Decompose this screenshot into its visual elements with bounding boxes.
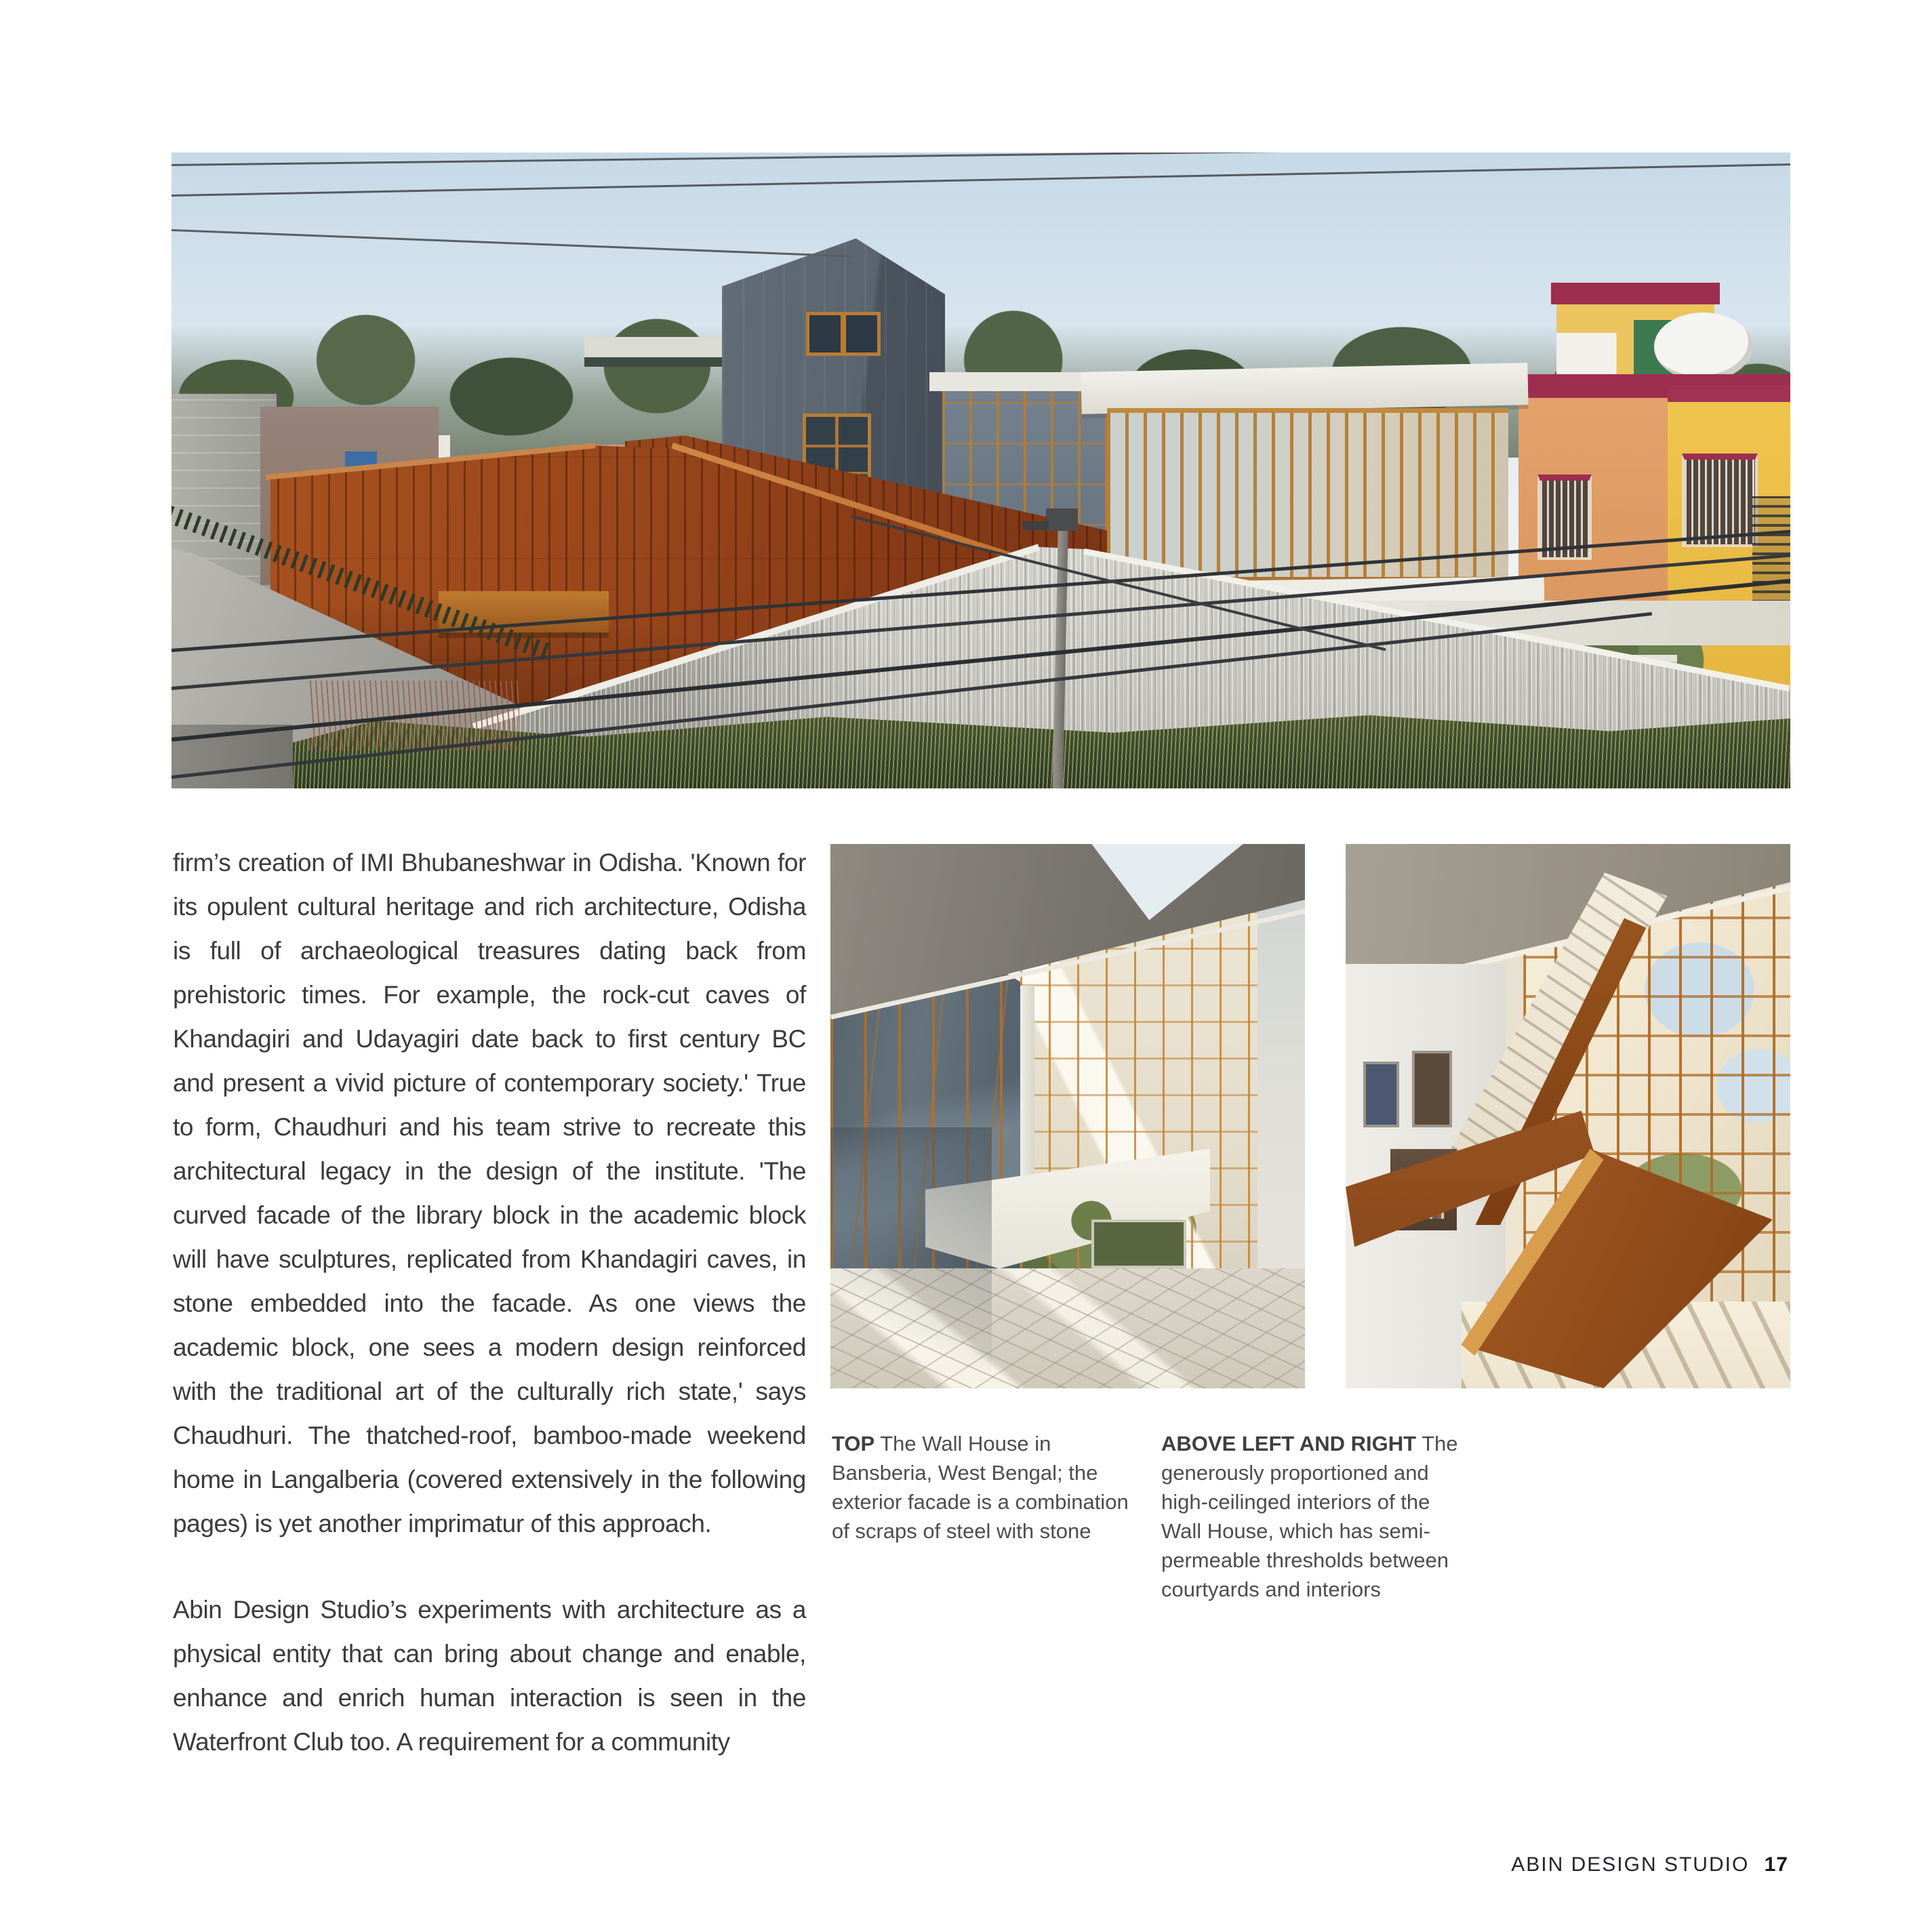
caption-label: ABOVE LEFT AND RIGHT <box>1161 1432 1417 1455</box>
caption-text: The generously proportioned and high-ceilinged interiors of the Wall House, which has semi-permeable thresholds between courtyards and interiors <box>1161 1432 1458 1601</box>
article-paragraph-2: Abin Design Studio’s experiments with architecture as a physical entity that can bring about change and enable, enhance and enrich human interaction is seen in the Waterfront Club too. A requirement for a community <box>173 1596 806 1756</box>
article-text <box>173 841 806 1764</box>
footer-studio-name: ABIN DESIGN STUDIO <box>1511 1853 1750 1876</box>
page-number: 17 <box>1764 1853 1788 1876</box>
article-paragraph-1: firm’s creation of IMI Bhubaneshwar in Odisha. 'Known for its opulent cultural heritage and rich architecture, Odisha is full of archaeological treasures dating back from prehistoric times. For example, the rock-cut caves of Khandagiri and Udayagiri date back to first century BC and present a vivid picture of contemporary society.' True to form, Chaudhuri and his team strive to recreate this architectural legacy in the design of the institute. 'The curved facade of the library block in the academic block will have sculptures, replicated from Khandagiri caves, in stone embedded into the facade. As one views the academic block, one sees a modern design reinforced with the traditional art of the culturally rich state,' says Chaudhuri. The thatched-roof, bamboo-made weekend home in Langalberia (covered extensively in the following pages) is yet another imprimatur of this approach. <box>173 849 806 1537</box>
caption-above-photos <box>1161 1429 1470 1604</box>
caption-text: The Wall House in Bansberia, West Bengal; the exterior facade is a combination of scraps of steel with stone <box>832 1432 1129 1543</box>
stair-framed-picture-1 <box>1363 1062 1398 1127</box>
courtyard-pond <box>1091 1220 1186 1268</box>
satellite-dish <box>1654 313 1752 381</box>
photo-wall-house-courtyard <box>830 844 1305 1388</box>
hero-photo-wall-house-exterior <box>172 153 1790 788</box>
photo-wall-house-staircase <box>1346 844 1790 1388</box>
hero-lamp-fixture <box>1023 521 1049 530</box>
hero-tower-window-upper <box>806 312 881 357</box>
courtyard-shadow <box>830 1127 992 1388</box>
stair-framed-picture-2 <box>1412 1051 1452 1127</box>
caption-top-photo <box>832 1429 1144 1546</box>
hero-pole-fixture <box>1046 508 1079 531</box>
page-footer <box>1511 1853 1788 1876</box>
yellow-house-maroon-cap <box>1551 283 1720 304</box>
caption-label: TOP <box>832 1432 875 1455</box>
yellow-house-maroon-band <box>1668 385 1790 402</box>
